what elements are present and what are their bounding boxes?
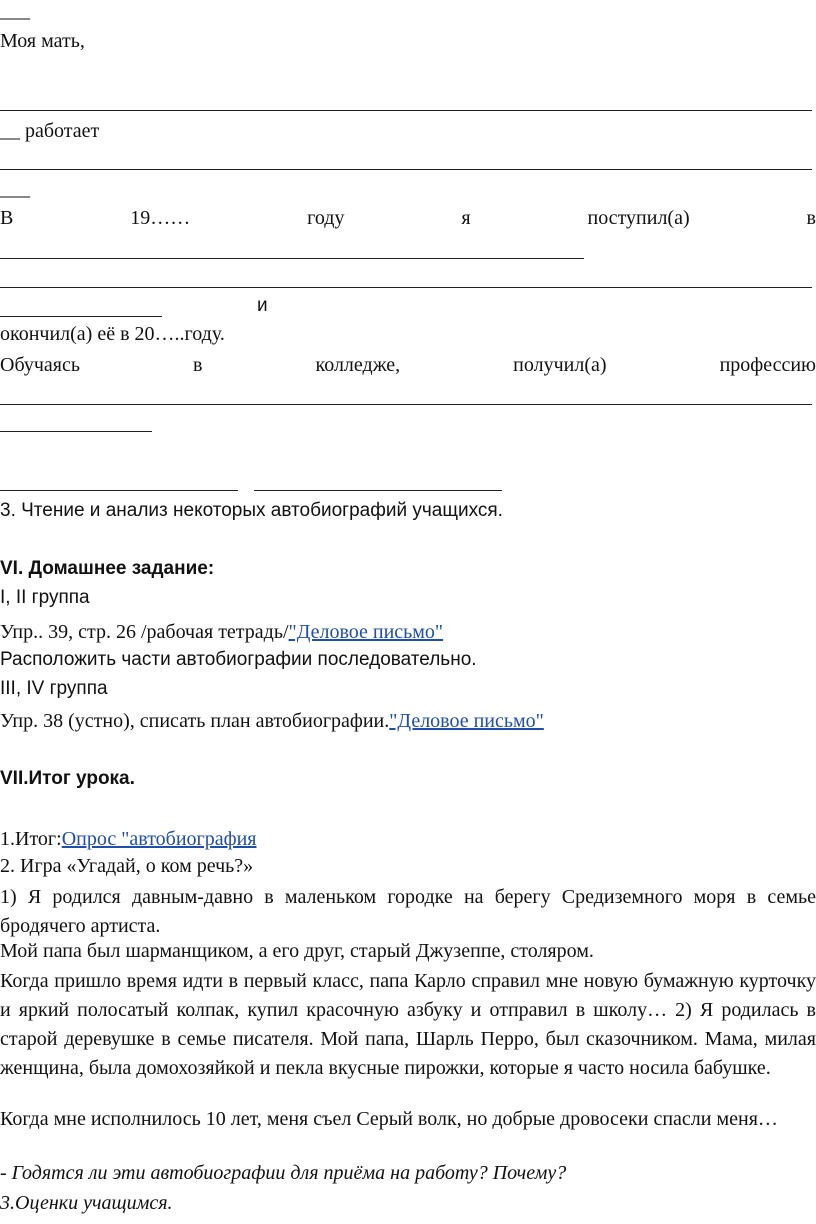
study-word: колледже, [315, 354, 401, 376]
study-line [0, 354, 816, 377]
riddle-1-papa: Мой папа был шарманщиком, а его друг, старый Джузеппе, столяром. [0, 940, 594, 962]
summary-title [0, 768, 135, 790]
summary-title-text: VII.Итог урока. [0, 768, 135, 789]
group-1: I, II группа [0, 587, 90, 608]
enroll-word: в [806, 207, 816, 229]
summary-item-1 [0, 828, 257, 851]
enroll-word: В [0, 207, 14, 229]
summary-item-1-text: 1.Итог: [0, 828, 62, 850]
section-3: 3. Чтение и анализ некоторых автобиографий учащихся. [0, 500, 503, 521]
grades-text: 3.Оценки учащимся. [0, 1192, 173, 1214]
form-dash-top: ___ [0, 0, 30, 22]
exercise-1 [0, 621, 443, 644]
blank-line [0, 169, 812, 170]
blank-line [0, 490, 238, 491]
and-word: и [257, 295, 268, 316]
homework-title-text: VI. Домашнее задание: [0, 558, 215, 579]
blank-line [0, 258, 584, 259]
blank-line [0, 110, 812, 111]
grades-line [0, 1192, 173, 1215]
works-line [0, 120, 99, 143]
form-dash-mid: ___ [0, 178, 30, 200]
delovoe-pismo-link-2[interactable]: "Деловое письмо" [389, 710, 544, 732]
delovoe-pismo-link-1[interactable]: "Деловое письмо" [288, 621, 444, 643]
enroll-word: я [461, 207, 471, 229]
question-line [0, 1162, 566, 1185]
question-text: - Годятся ли эти автобиографии для приёма на работу? Почему? [0, 1162, 567, 1184]
enroll-line [0, 207, 816, 230]
riddle-1: 1) Я родился давным-давно в маленьком городке на берегу Средиземного моря в семье бродячего артиста. [0, 886, 816, 937]
exercise-2 [0, 710, 544, 733]
blank-line [0, 404, 812, 405]
group-2: III, IV группа [0, 678, 108, 699]
study-word: Обучаясь [0, 354, 80, 376]
study-word: профессию [719, 354, 816, 376]
homework-title [0, 558, 214, 580]
enroll-word: поступил(а) [587, 207, 690, 229]
exercise-1-text: Упр.. 39, стр. 26 /рабочая тетрадь/ [0, 621, 289, 643]
survey-link[interactable]: Опрос "автобиография [61, 828, 257, 850]
study-word: в [193, 354, 203, 376]
graduated-line: окончил(а) её в 20…..году. [0, 323, 225, 345]
enroll-word: 19…… [130, 207, 191, 229]
works-text: работает [20, 120, 100, 142]
arrange-task: Расположить части автобиографии последовательно. [0, 649, 477, 670]
blank-line [254, 490, 502, 491]
blank-line [0, 431, 152, 432]
blank-line [0, 316, 162, 317]
blank-line [0, 287, 812, 288]
works-prefix: __ [0, 120, 20, 142]
enroll-word: году [307, 207, 345, 229]
study-word: получил(а) [513, 354, 607, 376]
riddle-paragraph: Когда пришло время идти в первый класс, папа Карло справил мне новую бумажную курточку и яркий полосатый колпак, купил красочную азбуку и отправил в школу… 2) Я родилась в старой деревушке в семье писателя. Мой папа, Шарль Перро, был сказочником. Мама, милая женщина, была домохозяйкой и пекла вкусные пирожки, которые я часто носила бабушке. [0, 970, 816, 1079]
riddle-2-ending: Когда мне исполнилось 10 лет, меня съел Серый волк, но добрые дровосеки спасли меня… [0, 1108, 778, 1130]
mother-line: Моя мать, [0, 30, 85, 52]
summary-item-2: 2. Игра «Угадай, о ком речь?» [0, 855, 254, 877]
exercise-2-text: Упр. 38 (устно), списать план автобиографии. [0, 710, 390, 732]
